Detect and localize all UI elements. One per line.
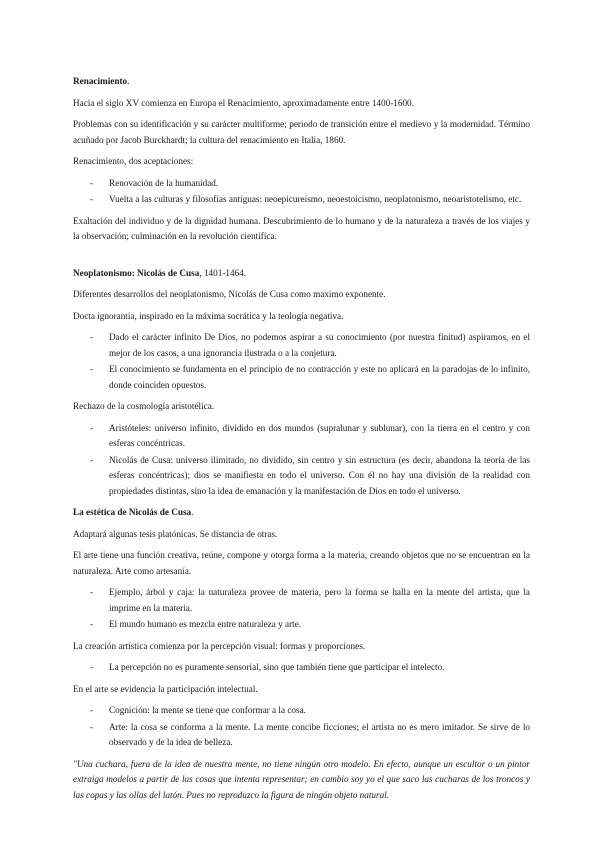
bullet-list [73, 703, 530, 751]
paragraph: Hacia el siglo XV comienza en Europa el Renacimiento, aproximadamente entre 1400-1600. [73, 97, 414, 108]
list-item: - Aristóteles: universo infinito, dividido en dos mundos (supralunar y sublunar), con la tierra en el centro y con esferas concéntricas. [73, 421, 530, 452]
list-item: - Cognición: la mente se tiene que conformar a la cosa. [73, 703, 530, 719]
paragraph: La creación artística comienza por la percepción visual: formas y proporciones. [73, 640, 366, 651]
list-item: - Dado el carácter infinito De Dios, no podemos aspirar a su conocimiento (por nuestra finitud) aspiramos, en el mejor de los casos, a una ignorancia ilustrada o a la conjetura. [73, 330, 530, 361]
list-item: - Vuelta a las culturas y filosofías antiguas: neoepicureismo, neoestoicismo, neoplatonismo, neoaristotelismo, etc. [73, 192, 530, 208]
list-item: - Arte: la cosa se conforma a la mente. La mente concibe ficciones; el artista no es mero imitador. Se sirve de lo observado y de la idea de belleza. [73, 720, 530, 751]
paragraph: Rechazo de la cosmología aristotélica. [73, 401, 215, 411]
paragraph: Renacimiento, dos aceptaciones: [73, 156, 194, 166]
document-page [73, 74, 530, 809]
list-item: - La percepción no es puramente sensorial, sino que también tiene que participar el intelecto. [73, 660, 530, 676]
bullet-list [73, 330, 530, 393]
list-item: - Nicolás de Cusa: universo ilimitado, no dividido, sin centro y sin estructura (es decir, abandona la teoría de las esferas concéntricas); dios se manifiesta en todo el universo. Con él no hay una división de la realidad con propiedades distintas, sino la idea de emanación y la manifestación de Dios en todo el universo. [73, 453, 530, 500]
paragraph: Diferentes desarrollos del neoplatonismo, Nicolás de Cusa como maximo exponente. [73, 289, 386, 299]
quote-paragraph: "Una cuchara, fuera de la idea de nuestra mente, no tiene ningún otro modelo. En efecto, aunque un escultor o un pintor extraiga modelos a partir de las cosas que intenta representar; en cambio soy yo el que saco las cucharas de los troncos y las copas y las ollas del latón. Pues no reproduzco la figura de ningún objeto natural. [73, 758, 530, 800]
bullet-list [73, 660, 530, 676]
list-item: - El conocimiento se fundamenta en el principio de no contracción y este no aplicará en la paradojas de lo infinito, donde coinciden opuestos. [73, 362, 530, 393]
section-heading-neoplatonismo: Neoplatonismo: Nicolás de Cusa, 1401-1464. [73, 267, 247, 278]
paragraph: Adaptará algunas tesis platónicas. Se distancia de otras. [73, 528, 278, 539]
paragraph: Docta ignorantia, inspirado en la máxima socrática y la teología negativa. [73, 310, 344, 321]
bullet-list [73, 176, 530, 208]
list-item: - El mundo humano es mezcla entre naturaleza y arte. [73, 617, 530, 633]
section-heading-renacimiento: Renacimiento. [73, 76, 130, 86]
bullet-list [73, 585, 530, 633]
bullet-list [73, 421, 530, 500]
paragraph: Problemas con su identificación y su carácter multiforme; periodo de transición entre el medievo y la modernidad. Término acuñado por Jacob Burckhardt; la cultura del renacimiento en Italia, 1860. [73, 119, 530, 145]
paragraph: El arte tiene una función creativa, reúne, compone y otorga forma a la materia, creando objetos que no se encuentran en la naturaleza. Arte como artesanía. [73, 550, 530, 576]
list-item: - Ejemplo, árbol y caja: la naturaleza provee de materia, pero la forma se halla en la mente del artista, que la imprime en la materia. [73, 585, 530, 616]
paragraph: En el arte se evidencia la participación intelectual. [73, 683, 258, 694]
section-heading-estetica: La estética de Nicolás de Cusa. [73, 507, 194, 517]
list-item: - Renovación de la humanidad. [73, 176, 530, 192]
paragraph: Exaltación del individuo y de la dignidad humana. Descubrimiento de lo humano y de la naturaleza a través de los viajes y la observación; culminación en la revolución científica. [73, 215, 530, 241]
